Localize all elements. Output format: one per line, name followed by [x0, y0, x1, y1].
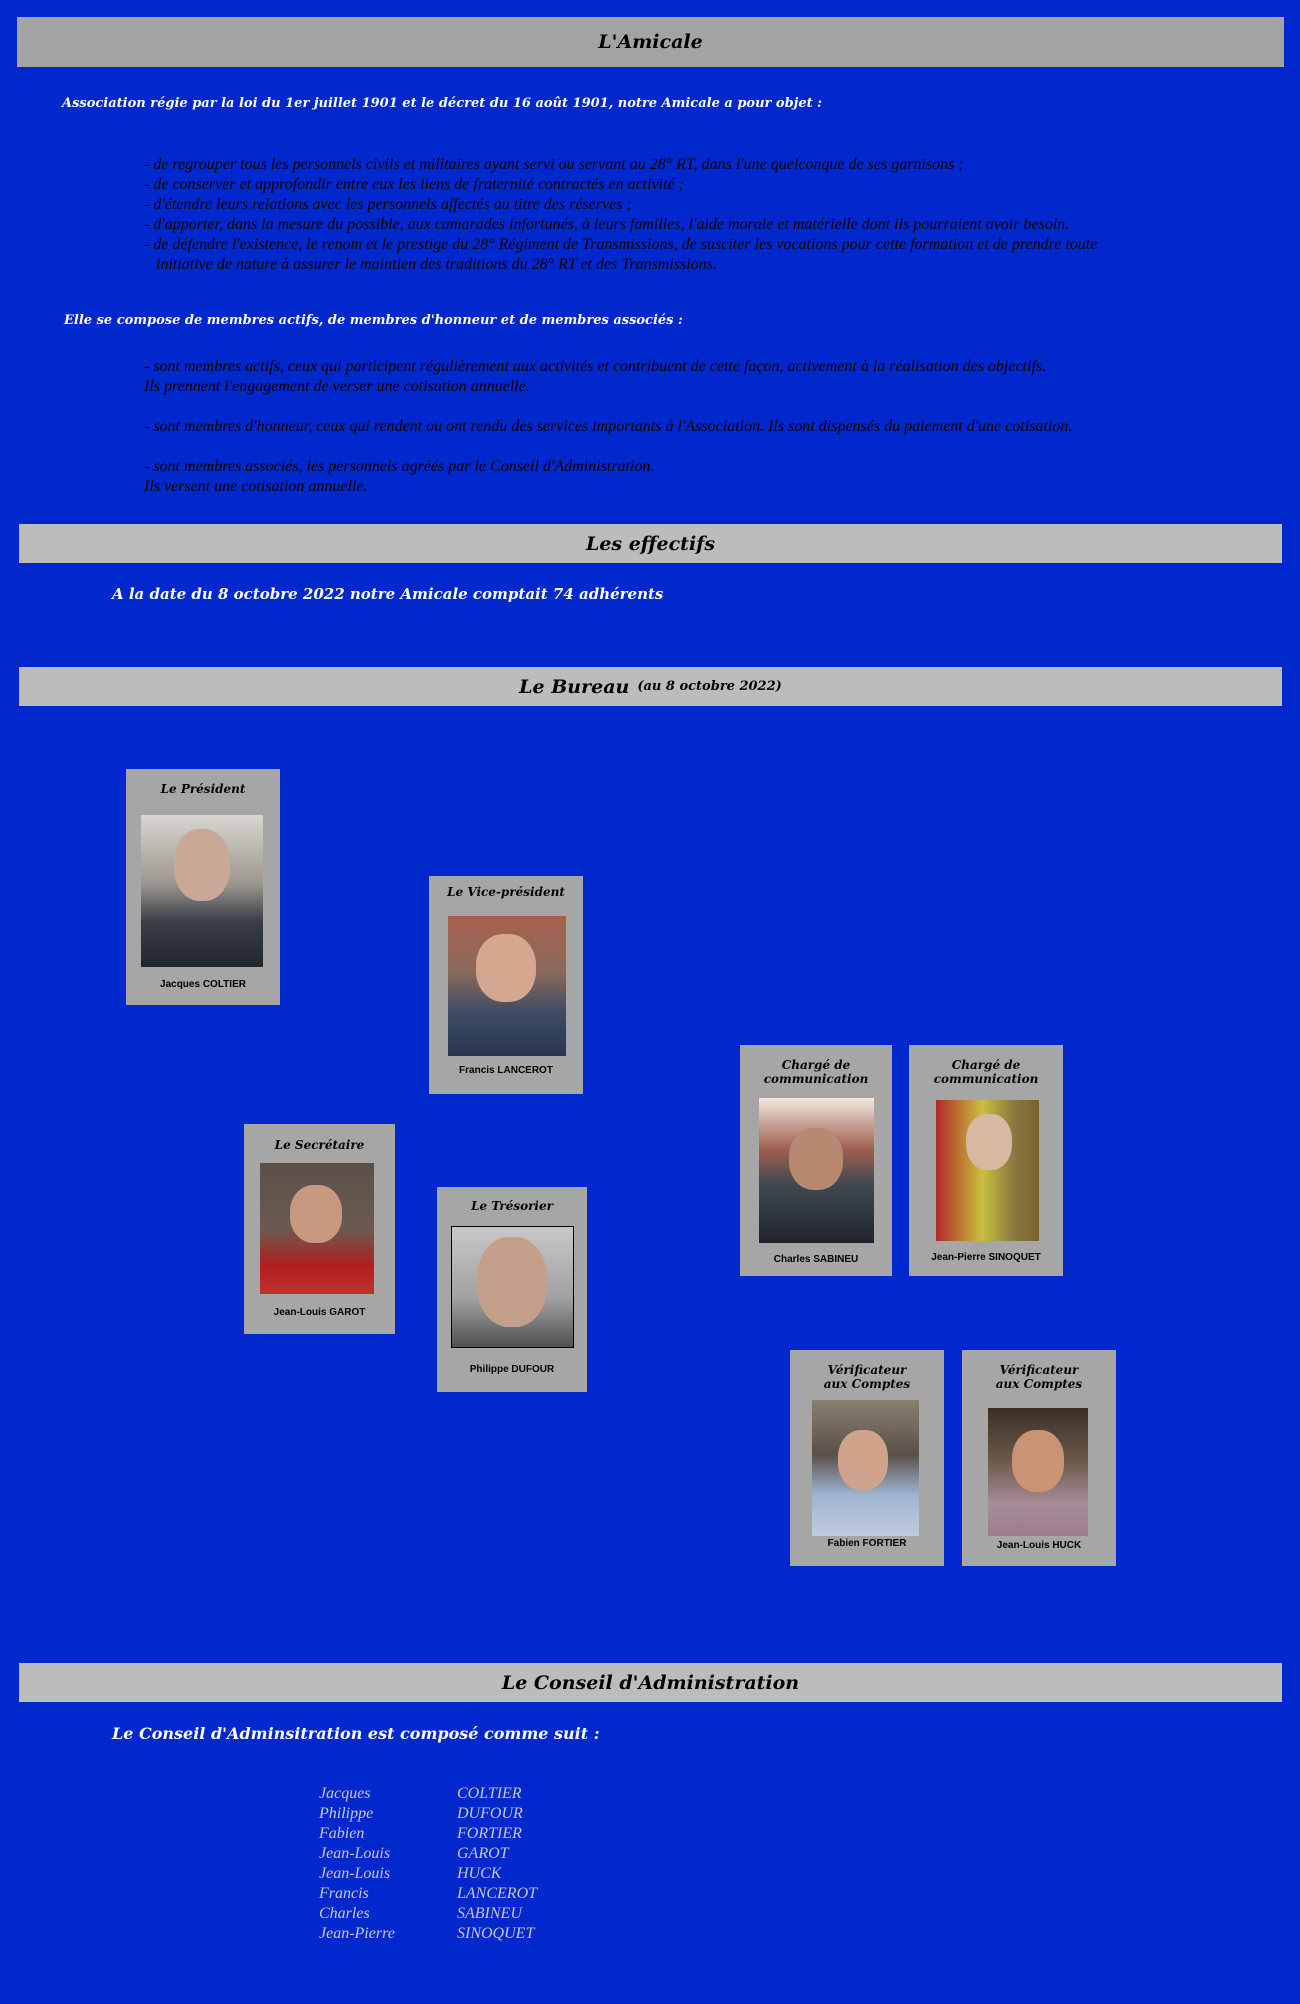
- card-role: Le Trésorier: [471, 1199, 553, 1213]
- council-member-last: HUCK: [457, 1865, 502, 1882]
- section-title-amicale: L'Amicale: [598, 31, 703, 53]
- card-communication-2: [909, 1045, 1063, 1276]
- list-item: Ils versent une cotisation annuelle.: [144, 478, 368, 495]
- council-member-last: FORTIER: [457, 1825, 522, 1842]
- card-communication-1: [740, 1045, 892, 1276]
- card-name: Jean-Pierre SINOQUET: [931, 1252, 1041, 1263]
- list-item: [144, 437, 1274, 457]
- card-tresorier: [437, 1187, 587, 1392]
- council-member-last: SABINEU: [457, 1905, 522, 1922]
- council-member-last: GAROT: [457, 1845, 509, 1862]
- list-item: initiative de nature à assurer le maintien des traditions du 28° RT et des Transmissions.: [144, 256, 717, 273]
- list-item: - de regrouper tous les personnels civils et militaires ayant servi ou servant au 28° RT, dans l'une quelconque de ses garnisons ;: [144, 156, 964, 173]
- section-title-bureau: Le Bureau: [519, 675, 630, 698]
- council-member-last: LANCEROT: [457, 1885, 538, 1902]
- card-name: Jean-Louis GAROT: [273, 1307, 366, 1318]
- list-item: Ils prennent l'engagement de verser une cotisation annuelle.: [144, 378, 530, 395]
- list-item: - de conserver et approfondir entre eux les liens de fraternité contractés en activité ;: [144, 176, 684, 193]
- list-item: - de défendre l'existence, le renom et le prestige du 28° Régiment de Transmissions, de susciter les vocations pour cette formation et de prendre toute: [144, 236, 1098, 253]
- portrait-photo: [936, 1100, 1039, 1241]
- portrait-photo: [451, 1226, 574, 1348]
- card-president: [126, 769, 280, 1005]
- card-role: Vérificateur aux Comptes: [995, 1363, 1083, 1391]
- card-name: Fabien FORTIER: [827, 1538, 907, 1549]
- council-member-row: [319, 1844, 537, 1864]
- council-member-last: DUFOUR: [457, 1805, 523, 1822]
- council-member-row: [319, 1784, 537, 1804]
- council-member-first: Philippe: [319, 1805, 374, 1822]
- card-name: Charles SABINEU: [773, 1254, 859, 1265]
- list-item: - sont membres actifs, ceux qui participent régulièrement aux activités et contribuent de cette façon, activement à la réalisation des objectifs.: [144, 358, 1047, 375]
- council-member-row: [319, 1884, 537, 1904]
- card-verificateur-2: [962, 1350, 1116, 1566]
- council-member-first: Jacques: [319, 1785, 371, 1802]
- card-role: Le Président: [160, 782, 246, 796]
- effectifs-text: A la date du 8 octobre 2022 notre Amicale comptait 74 adhérents: [112, 585, 664, 603]
- portrait-photo: [759, 1098, 874, 1243]
- card-role: Le Vice-président: [447, 885, 565, 899]
- section-title-conseil: Le Conseil d'Administration: [501, 1671, 800, 1694]
- section-header-effectifs: [19, 524, 1282, 563]
- council-member-first: Jean-Pierre: [319, 1925, 395, 1942]
- card-role: Chargé de communication: [933, 1058, 1039, 1086]
- section-title-effectifs: Les effectifs: [585, 532, 716, 555]
- council-member-first: Jean-Louis: [319, 1845, 391, 1862]
- card-name: Francis LANCEROT: [459, 1065, 553, 1076]
- list-item: - d'étendre leurs relations avec les personnels affectés au titre des réserves ;: [144, 196, 632, 213]
- council-member-row: [319, 1904, 537, 1924]
- members-list: [144, 357, 1274, 497]
- members-intro: Elle se compose de membres actifs, de membres d'honneur et de membres associés :: [64, 313, 683, 328]
- council-member-row: [319, 1804, 537, 1824]
- council-member-row: [319, 1824, 537, 1844]
- card-name: Philippe DUFOUR: [469, 1364, 555, 1375]
- portrait-photo: [141, 815, 263, 967]
- section-date-bureau: (au 8 octobre 2022): [637, 679, 782, 694]
- list-item: - sont membres d'honneur, ceux qui rendent ou ont rendu des services importants à l'Association. Ils sont dispensés du paiement d'une cotisation.: [144, 418, 1073, 435]
- card-verificateur-1: [790, 1350, 944, 1566]
- card-role: Le Secrétaire: [274, 1138, 365, 1152]
- portrait-photo: [988, 1408, 1088, 1536]
- council-member-last: COLTIER: [457, 1785, 522, 1802]
- conseil-intro: Le Conseil d'Adminsitration est composé comme suit :: [112, 1724, 600, 1743]
- objectives-list: [144, 155, 1274, 275]
- council-member-first: Francis: [319, 1885, 369, 1902]
- card-name: Jean-Louis HUCK: [996, 1540, 1082, 1551]
- council-member-first: Jean-Louis: [319, 1865, 391, 1882]
- section-header-bureau: [19, 667, 1282, 706]
- portrait-photo: [260, 1163, 374, 1294]
- portrait-photo: [448, 916, 566, 1056]
- council-member-row: [319, 1864, 537, 1884]
- portrait-photo: [812, 1400, 919, 1536]
- card-vice-president: [429, 876, 583, 1094]
- council-members-list: [319, 1784, 537, 1944]
- council-member-last: SINOQUET: [457, 1925, 535, 1942]
- card-role: Chargé de communication: [763, 1058, 869, 1086]
- council-member-first: Charles: [319, 1905, 370, 1922]
- card-role: Vérificateur aux Comptes: [823, 1363, 911, 1391]
- list-item: [144, 397, 1274, 417]
- card-name: Jacques COLTIER: [160, 979, 246, 990]
- section-header-amicale: [17, 17, 1284, 67]
- section-header-conseil: [19, 1663, 1282, 1702]
- list-item: - sont membres associés, les personnels agréés par le Conseil d'Administration.: [144, 458, 655, 475]
- council-member-row: [319, 1924, 537, 1944]
- amicale-intro: Association régie par la loi du 1er juillet 1901 et le décret du 16 août 1901, notre Amicale a pour objet :: [62, 96, 822, 111]
- list-item: - d'apporter, dans la mesure du possible, aux camarades infortunés, à leurs familles, l'aide morale et matérielle dont ils pourraient avoir besoin.: [144, 216, 1070, 233]
- council-member-first: Fabien: [319, 1825, 365, 1842]
- card-secretaire: [244, 1124, 395, 1334]
